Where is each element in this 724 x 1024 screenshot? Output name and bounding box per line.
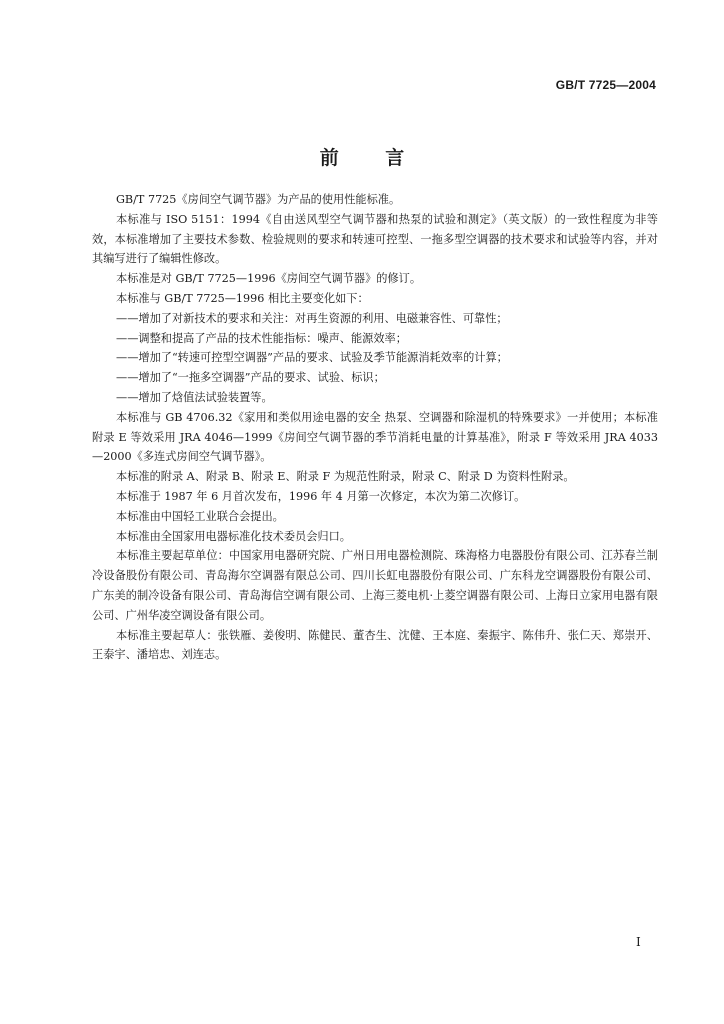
- paragraph: 本标准于 1987 年 6 月首次发布，1996 年 4 月第一次修定，本次为第二次修订。: [116, 489, 526, 503]
- paragraph: 本标准主要起草人：张铁雁、姜俊明、陈健民、董杏生、沈健、王本庭、秦振宇、陈伟升、张仁天、郑崇开、王泰宇、潘培忠、刘连志。: [92, 628, 658, 662]
- standard-number: GB/T 7725—2004: [555, 78, 656, 92]
- paragraph: 本标准与 GB 4706.32《家用和类似用途电器的安全 热泵、空调器和除湿机的特殊要求》一并使用；本标准附录 E 等效采用 JRA 4046—1999《房间空气调节器的季节消耗电量的计算基准》，附录 F 等效采用 JRA 4033—2000《多连式房间空气调节器》。: [92, 410, 658, 464]
- paragraph: 本标准是对 GB/T 7725—1996《房间空气调节器》的修订。: [116, 272, 422, 286]
- list-item: ——增加了焓值法试验装置等。: [116, 390, 273, 404]
- paragraph: GB/T 7725《房间空气调节器》为产品的使用性能标准。: [116, 193, 401, 206]
- paragraph: 本标准与 ISO 5151：1994《自由送风型空气调节器和热泵的试验和测定》（英文版）的一致性程度为非等效，本标准增加了主要技术参数、检验规则的要求和转速可控型、一拖多型空调器的技术要求和试验等内容，并对其编写进行了编辑性修改。: [92, 212, 658, 266]
- page-title: 前 言: [319, 147, 425, 169]
- foreword-body: [92, 190, 658, 665]
- paragraph: 本标准由中国轻工业联合会提出。: [116, 509, 284, 523]
- paragraph: 本标准主要起草单位：中国家用电器研究院、广州日用电器检测院、珠海格力电器股份有限公司、江苏春兰制冷设备股份有限公司、青岛海尔空调器有限总公司、四川长虹电器股份有限公司、广东科龙空调器股份有限公司、广东美的制冷设备有限公司、青岛海信空调有限公司、上海三菱电机·上菱空调器有限公司、上海日立家用电器有限公司、广州华凌空调设备有限公司。: [92, 549, 658, 622]
- list-item: ——增加了“一拖多空调器”产品的要求、试验、标识；: [116, 371, 385, 385]
- list-item: ——调整和提高了产品的技术性能指标：噪声、能源效率；: [116, 331, 407, 345]
- paragraph: 本标准的附录 A、附录 B、附录 E、附录 F 为规范性附录，附录 C、附录 D 为资料性附录。: [116, 470, 575, 484]
- list-item: ——增加了对新技术的要求和关注：对再生资源的利用、电磁兼容性、可靠性；: [116, 311, 508, 325]
- paragraph: 本标准由全国家用电器标准化技术委员会归口。: [116, 529, 351, 543]
- page-number: I: [636, 935, 641, 949]
- paragraph: 本标准与 GB/T 7725—1996 相比主要变化如下：: [116, 291, 369, 305]
- list-item: ——增加了“转速可控型空调器”产品的要求、试验及季节能源消耗效率的计算；: [116, 351, 508, 365]
